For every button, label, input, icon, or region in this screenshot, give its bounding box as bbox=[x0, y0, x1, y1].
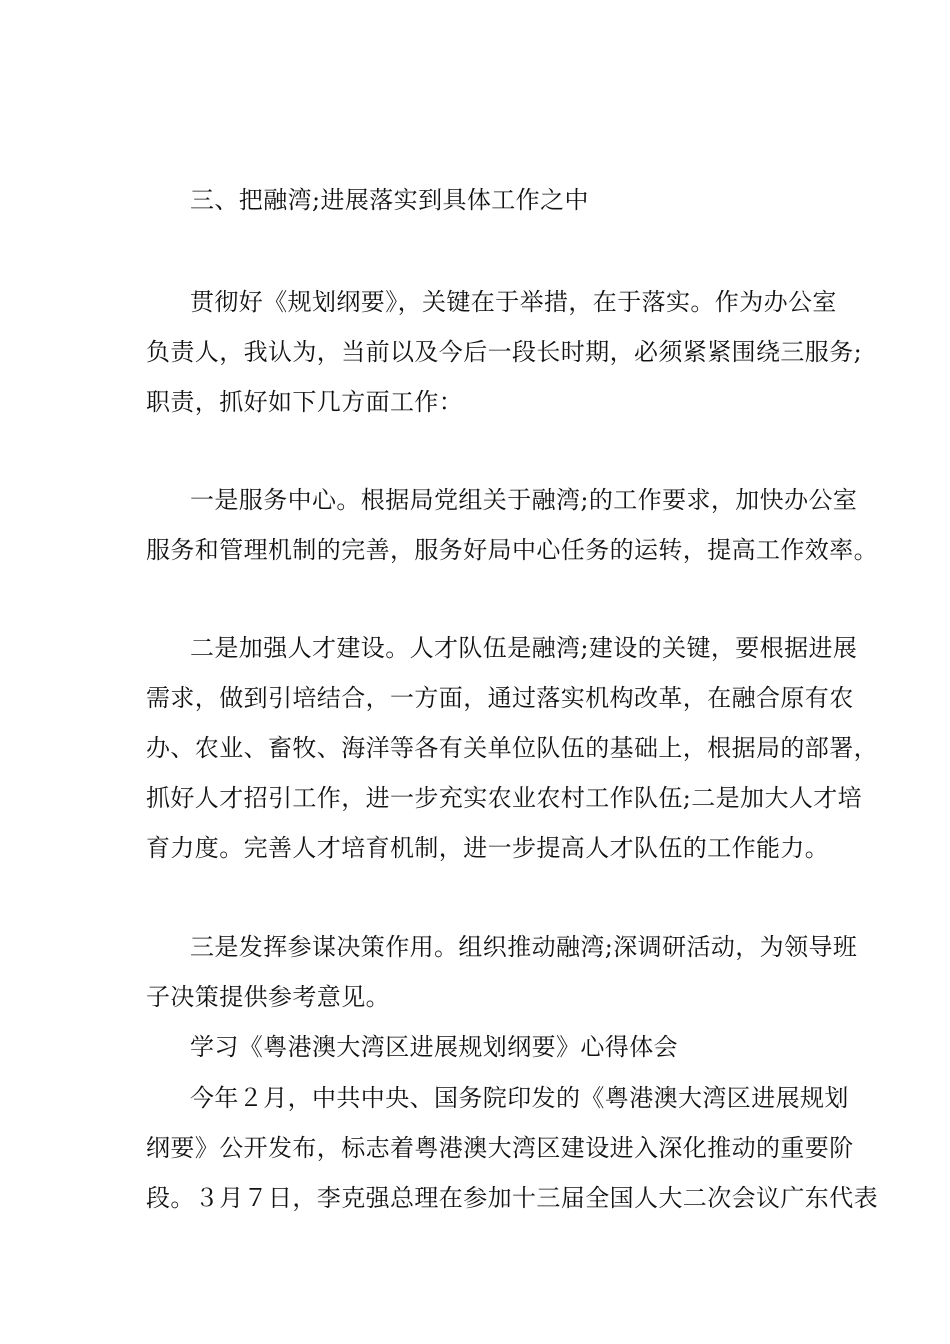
paragraph-line: 负责人，我认为，当前以及今后一段长时期，必须紧紧围绕三服务; bbox=[146, 338, 863, 366]
paragraph-line: 抓好人才招引工作，进一步充实农业农村工作队伍;二是加大人才培 bbox=[146, 784, 863, 812]
paragraph-line: 三是发挥参谋决策作用。组织推动融湾;深调研活动，为领导班 bbox=[190, 933, 858, 961]
paragraph-line: 今年２月，中共中央、国务院印发的《粤港澳大湾区进展规划 bbox=[190, 1084, 849, 1112]
paragraph-line: 段。３月７日，李克强总理在参加十三届全国人大二次会议广东代表 bbox=[146, 1184, 878, 1212]
paragraph-line: 需求，做到引培结合，一方面，通过落实机构改革，在融合原有农 bbox=[146, 684, 854, 712]
paragraph-line: 二是加强人才建设。人才队伍是融湾;建设的关键，要根据进展 bbox=[190, 634, 858, 662]
paragraph-line: 育力度。完善人才培育机制，进一步提高人才队伍的工作能力。 bbox=[146, 834, 830, 862]
paragraph-line: 服务和管理机制的完善，服务好局中心任务的运转，提高工作效率。 bbox=[146, 536, 878, 564]
paragraph-line: 纲要》公开发布，标志着粤港澳大湾区建设进入深化推动的重要阶 bbox=[146, 1134, 854, 1162]
article-title: 学习《粤港澳大湾区进展规划纲要》心得体会 bbox=[190, 1033, 678, 1061]
section-heading: 三、把融湾;进展落实到具体工作之中 bbox=[190, 186, 589, 214]
paragraph-line: 子决策提供参考意见。 bbox=[146, 983, 390, 1011]
paragraph-line: 办、农业、畜牧、海洋等各有关单位队伍的基础上，根据局的部署， bbox=[146, 734, 878, 762]
paragraph-line: 贯彻好《规划纲要》，关键在于举措，在于落实。作为办公室 bbox=[190, 288, 837, 316]
paragraph-line: 一是服务中心。根据局党组关于融湾;的工作要求，加快办公室 bbox=[190, 486, 858, 514]
paragraph-line: 职责，抓好如下几方面工作： bbox=[146, 388, 464, 416]
